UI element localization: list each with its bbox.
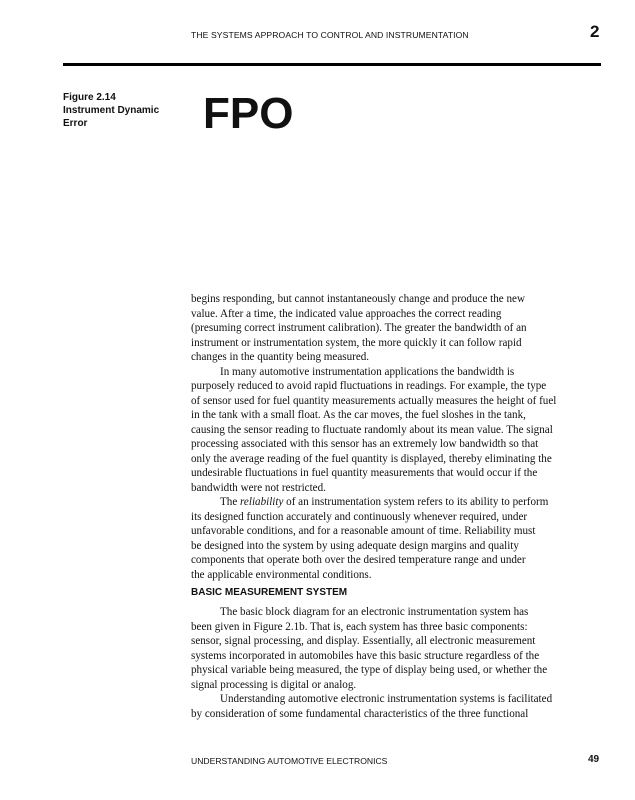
emphasis-term: reliability [240, 496, 284, 508]
text-line [191, 495, 603, 510]
paragraph [191, 692, 603, 721]
text-line: signal processing is digital or analog. [191, 678, 357, 691]
text-line: of sensor used for fuel quantity measurements actually measures the height of fuel [191, 394, 557, 407]
text-line: the applicable environmental conditions. [191, 568, 372, 581]
header-rule [63, 63, 601, 66]
figure-caption-line: Figure 2.14 [63, 92, 116, 103]
figure-placeholder: FPO [203, 89, 294, 138]
text-run: The [220, 496, 241, 508]
text-line: causing the sensor reading to fluctuate randomly about its mean value. The signal [191, 423, 553, 436]
text-line: unfavorable conditions, and for a reasonable amount of time. Reliability must [191, 525, 536, 537]
text-line: The basic block diagram for an electronic instrumentation system has [220, 606, 529, 618]
section-heading: BASIC MEASUREMENT SYSTEM [191, 587, 348, 598]
text-line: instrument or instrumentation system, the more quickly it can follow rapid [191, 336, 522, 349]
figure-caption-line: Error [63, 118, 88, 129]
text-line: systems incorporated in automobiles have this basic structure regardless of the [191, 649, 540, 662]
text-line: changes in the quantity being measured. [191, 351, 370, 363]
text-line: purposely reduced to avoid rapid fluctuations in readings. For example, the type [191, 380, 547, 392]
figure-caption [63, 91, 183, 130]
text-line: its designed function accurately and continuously whenever required, under [191, 510, 528, 523]
page-number: 49 [588, 754, 600, 765]
text-line: sensor, signal processing, and display. Essentially, all electronic measurement [191, 635, 536, 647]
text-line: by consideration of some fundamental characteristics of the three functional [191, 707, 529, 720]
text-line: been given in Figure 2.1b. That is, each system has three basic components: [191, 620, 528, 633]
text-line: physical variable being measured, the type of display being used, or whether the [191, 664, 548, 676]
chapter-number: 2 [590, 22, 600, 41]
paragraph [191, 605, 603, 692]
text-line: begins responding, but cannot instantaneously change and produce the new [191, 293, 525, 305]
text-line: be designed into the system by using adequate design margins and quality [191, 539, 519, 552]
text-line: Understanding automotive electronic instrumentation systems is facilitated [220, 693, 553, 705]
paragraph [191, 495, 603, 582]
text-line: (presuming correct instrument calibration). The greater the bandwidth of an [191, 322, 527, 334]
text-line: bandwidth were not restricted. [191, 481, 326, 494]
paragraph [191, 365, 603, 496]
running-footer: UNDERSTANDING AUTOMOTIVE ELECTRONICS [191, 756, 388, 766]
body-text [191, 292, 603, 721]
text-line: value. After a time, the indicated value approaches the correct reading [191, 307, 502, 320]
text-line: in the tank with a small float. As the car moves, the fuel sloshes in the tank, [191, 409, 526, 421]
text-line: components that operate both over the desired temperature range and under [191, 554, 526, 566]
text-line: processing associated with this sensor has an extremely low bandwidth so that [191, 438, 539, 450]
text-line: undesirable fluctuations in fuel quantity measurements that would occur if the [191, 467, 538, 479]
text-line: In many automotive instrumentation applications the bandwidth is [220, 365, 515, 378]
paragraph [191, 292, 603, 365]
text-run: of an instrumentation system refers to its ability to perform [283, 496, 549, 508]
figure-caption-line: Instrument Dynamic [63, 105, 160, 116]
text-line: only the average reading of the fuel quantity is displayed, thereby eliminating the [191, 452, 552, 465]
running-header: THE SYSTEMS APPROACH TO CONTROL AND INSTRUMENTATION [191, 30, 469, 40]
